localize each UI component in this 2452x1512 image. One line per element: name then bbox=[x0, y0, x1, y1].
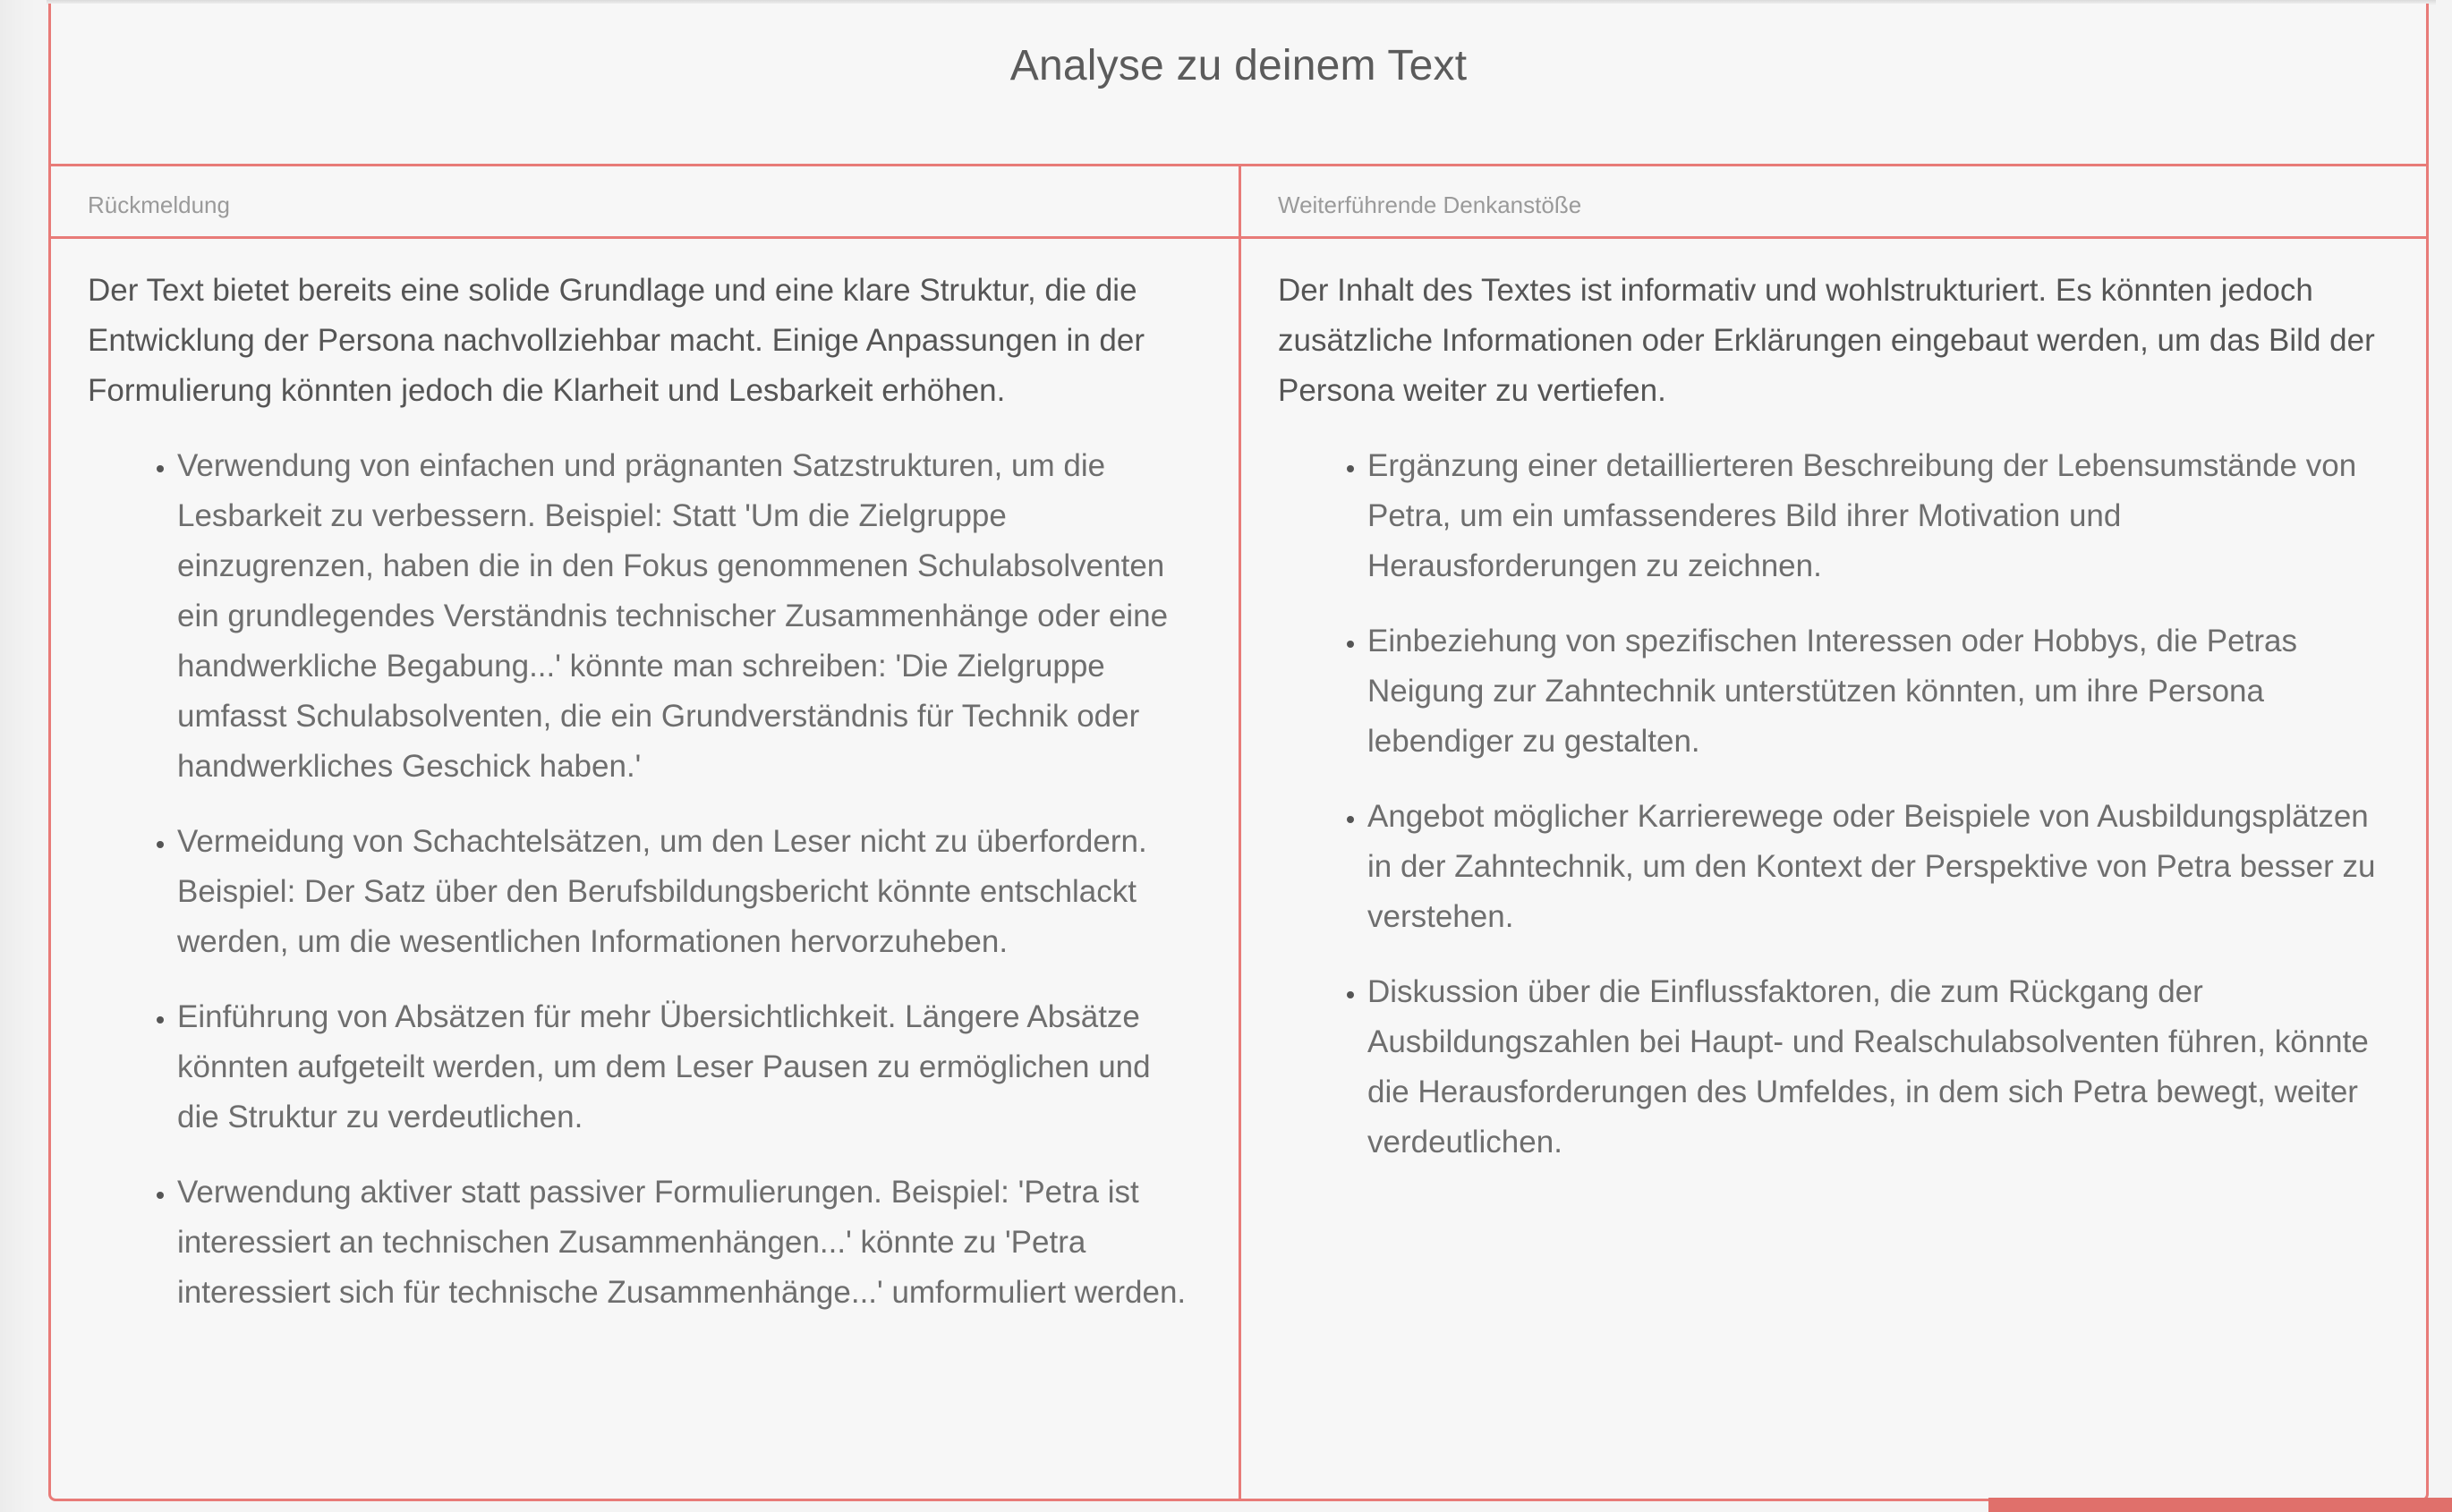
progress-bar bbox=[1988, 1498, 2452, 1512]
page-title: Analyse zu deinem Text bbox=[51, 4, 2426, 166]
feedback-body bbox=[51, 239, 1239, 1318]
feedback-header: Rückmeldung bbox=[51, 166, 1239, 239]
feedback-list-item: • Einführung von Absätzen für mehr Übersichtlichkeit. Längere Absätze könnten aufgeteilt werden, um dem Leser Pausen zu ermöglichen und die Struktur zu verdeutlichen. bbox=[177, 992, 1201, 1142]
impulses-list-item: • Angebot möglicher Karrierewege oder Beispiele von Ausbildungsplätzen in der Zahntechnik, um den Kontext der Perspektive von Petra besser zu verstehen. bbox=[1367, 792, 2388, 942]
feedback-list-item: • Vermeidung von Schachtelsätzen, um den Leser nicht zu überfordern. Beispiel: Der Satz über den Berufsbildungsbericht könnte entschlackt werden, um die wesentlichen Informationen hervorzuheben. bbox=[177, 817, 1201, 967]
impulses-list-item: • Diskussion über die Einflussfaktoren, die zum Rückgang der Ausbildungszahlen bei Haupt- und Realschulabsolventen führen, könnte die Herausforderungen des Umfeldes, in dem sich Petra bewegt, weiter verdeutlichen. bbox=[1367, 967, 2388, 1168]
feedback-intro: Der Text bietet bereits eine solide Grundlage und eine klare Struktur, die die Entwicklung der Persona nachvollziehbar macht. Einige Anpassungen in der Formulierung könnten jedoch die Klarheit und Lesbarkeit erhöhen. bbox=[88, 273, 1145, 408]
impulses-intro: Der Inhalt des Textes ist informativ und wohlstrukturiert. Es könnten jedoch zusätzliche Informationen oder Erklärungen eingebaut werden, um das Bild der Persona weiter zu vertiefen. bbox=[1278, 273, 2375, 408]
analysis-card bbox=[48, 4, 2429, 1501]
feedback-list-item: • Verwendung aktiver statt passiver Formulierungen. Beispiel: 'Petra ist interessiert an technischen Zusammenhängen...' könnte zu 'Petra interessiert sich für technische Zusammenhänge...' umformuliert werden. bbox=[177, 1168, 1201, 1318]
feedback-column bbox=[51, 166, 1241, 1499]
impulses-list bbox=[1278, 441, 2388, 1168]
impulses-body bbox=[1241, 239, 2426, 1168]
feedback-list bbox=[88, 441, 1201, 1318]
impulses-list-item: • Ergänzung einer detaillierteren Beschreibung der Lebensumstände von Petra, um ein umfassenderes Bild ihrer Motivation und Herausforderungen zu zeichnen. bbox=[1367, 441, 2388, 591]
feedback-list-item: • Verwendung von einfachen und prägnanten Satzstrukturen, um die Lesbarkeit zu verbessern. Beispiel: Statt 'Um die Zielgruppe einzugrenzen, haben die in den Fokus genommenen Schulabsolventen ein grundlegendes Verständnis technischer Zusammenhänge oder eine handwerkliche Begabung...' könnte man schreiben: 'Die Zielgruppe umfasst Schulabsolventen, die ein Grundverständnis für Technik oder handwerkliches Geschick haben.' bbox=[177, 441, 1201, 792]
impulses-header: Weiterführende Denkanstöße bbox=[1241, 166, 2426, 239]
impulses-list-item: • Einbeziehung von spezifischen Interessen oder Hobbys, die Petras Neigung zur Zahntechnik unterstützen könnten, um ihre Persona lebendiger zu gestalten. bbox=[1367, 616, 2388, 767]
impulses-column bbox=[1241, 166, 2426, 1499]
